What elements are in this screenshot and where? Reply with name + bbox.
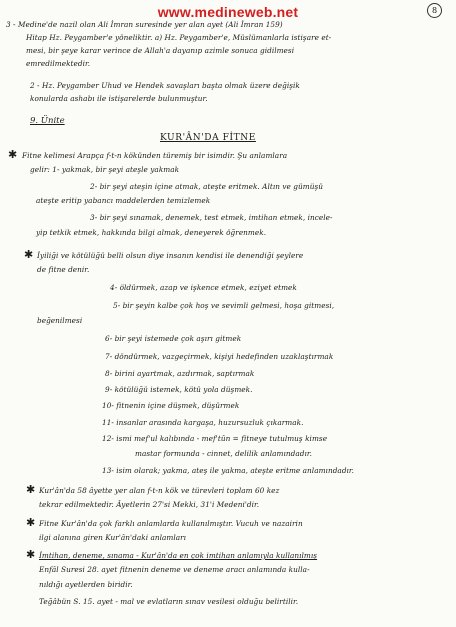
note-line: 10- fitnenin içine düşmek, düşürmek <box>102 401 240 410</box>
note-line: İyiliği ve kötülüğü belli olsun diye insanın kendisi ile denendiği şeylere <box>37 251 304 260</box>
note-line: mesi, bir şeye karar verince de Allah'a dayanıp azimle sonuca gidilmesi <box>26 46 295 55</box>
page-number: 8 <box>427 3 442 18</box>
note-line: ateşte eritip yabancı maddelerden temizlemek <box>36 196 211 205</box>
note-line: 5- bir şeyin kalbe çok hoş ve sevimli gelmesi, hoşa gitmesi, <box>113 301 335 310</box>
note-line: İmtihan, deneme, sınama - Kur'ân'da en çok imtihan anlamıyla kullanılmış <box>39 551 318 560</box>
section-heading: 9. Ünite <box>30 116 65 126</box>
note-line: konularda ashabı ile istişarelerde bulunmuştur. <box>30 94 208 103</box>
bullet-star-icon: ✱ <box>26 516 36 529</box>
note-line: Fitne kelimesi Arapça f-t-n kökünden türemiş bir isimdir. Şu anlamlara <box>22 151 288 160</box>
note-line: 2 - Hz. Peygamber Uhud ve Hendek savaşları başta olmak üzere değişik <box>30 81 300 90</box>
note-line: 12- ismi mef'ul kalıbında - mef'tûn = fitneye tutulmuş kimse <box>102 434 328 443</box>
note-line: 11- insanlar arasında kargaşa, huzursuzluk çıkarmak. <box>102 418 304 427</box>
note-line: 13- isim olarak; yakma, ateş ile yakma, ateşte eritme anlamındadır. <box>102 466 355 475</box>
bullet-star-icon: ✱ <box>24 248 34 261</box>
note-line: 4- öldürmek, azap ve işkence etmek, eziyet etmek <box>110 283 297 292</box>
note-line: Kur'ân'da 58 âyette yer alan f-t-n kök ve türevleri toplam 60 kez <box>39 486 280 495</box>
note-line: ilgi alanına giren Kur'ân'daki anlamları <box>39 533 187 542</box>
note-line: 3 - Medine'de nazil olan Ali İmran suresinde yer alan ayet (Ali İmran 159) <box>6 20 283 29</box>
note-line: 9- kötülüğü istemek, kötü yola düşmek. <box>105 385 253 394</box>
note-line: mastar formunda - cinnet, delilik anlamındadır. <box>135 449 312 458</box>
note-line: Hitap Hz. Peygamber'e yöneliktir. a) Hz. Peygamber'e, Müslümanlarla istişare et- <box>26 33 332 42</box>
note-line: 6- bir şeyi istemede çok aşırı gitmek <box>105 334 242 343</box>
note-line: Teğâbün S. 15. ayet - mal ve evlatların sınav vesilesi olduğu belirtilir. <box>39 597 299 606</box>
note-line: Enfâl Suresi 28. ayet fitnenin deneme ve deneme aracı anlamında kulla- <box>39 565 310 574</box>
note-line: yip tetkik etmek, hakkında bilgi almak, deneyerek öğrenmek. <box>36 228 267 237</box>
note-line: 2- bir şeyi ateşin içine atmak, ateşte eritmek. Altın ve gümüşü <box>90 182 323 191</box>
note-line: nıldığı ayetlerden biridir. <box>39 580 133 589</box>
note-line: emredilmektedir. <box>26 59 91 68</box>
note-line: tekrar edilmektedir. Âyetlerin 27'si Mekki, 31'i Medeni'dir. <box>39 500 260 509</box>
note-line: 8- birini ayartmak, azdırmak, saptırmak <box>105 369 255 378</box>
page-title: KUR'ÂN'DA FİTNE <box>160 133 256 143</box>
note-line: de fitne denir. <box>37 265 90 274</box>
bullet-star-icon: ✱ <box>8 148 18 161</box>
note-line: beğenilmesi <box>37 316 83 325</box>
note-line: gelir: 1- yakmak, bir şeyi ateşle yakmak <box>30 165 180 174</box>
bullet-star-icon: ✱ <box>26 548 36 561</box>
bullet-star-icon: ✱ <box>26 483 36 496</box>
note-line: 3- bir şeyi sınamak, denemek, test etmek, imtihan etmek, incele- <box>90 213 333 222</box>
site-watermark: www.medineweb.net <box>157 4 299 20</box>
note-line: 7- döndürmek, vazgeçirmek, kişiyi hedefinden uzaklaştırmak <box>105 352 334 361</box>
note-line: Fitne Kur'ân'da çok farklı anlamlarda kullanılmıştır. Vucuh ve nazairin <box>39 519 303 528</box>
